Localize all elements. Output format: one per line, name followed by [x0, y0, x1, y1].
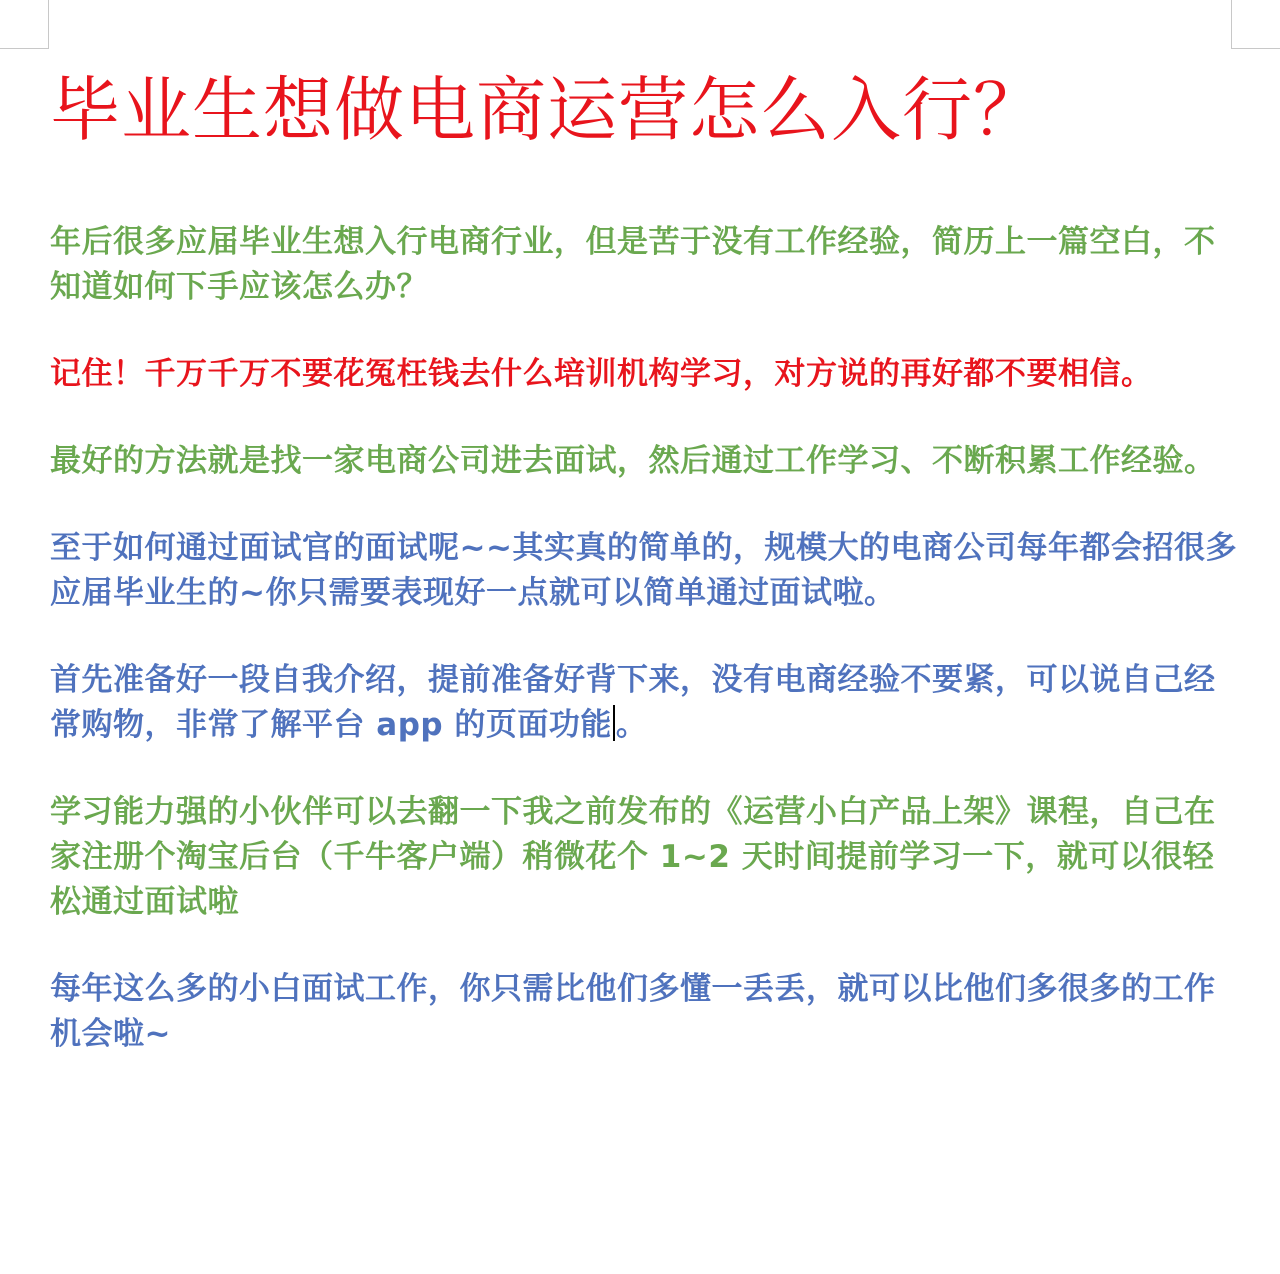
page-corner-mark-top-right: [1231, 0, 1280, 49]
paragraph-course[interactable]: 学习能力强的小伙伴可以去翻一下我之前发布的《运营小白产品上架》课程，自己在家注册个淘宝后台（千牛客户端）稍微花个 1~2 天时间提前学习一下，就可以很轻松通过面试啦: [50, 794, 1216, 920]
paragraph-self-intro-end: 。: [615, 707, 648, 743]
paragraph-warning[interactable]: 记住！千万千万不要花冤枉钱去什么培训机构学习，对方说的再好都不要相信。: [50, 356, 1153, 392]
paragraph-conclusion[interactable]: 每年这么多的小白面试工作，你只需比他们多懂一丢丢，就可以比他们多很多的工作机会啦~: [50, 971, 1216, 1052]
page-corner-mark-top-left: [0, 0, 49, 49]
paragraph-self-intro[interactable]: [50, 658, 1242, 748]
document-page[interactable]: [50, 60, 1242, 1099]
text-cursor: [613, 705, 615, 741]
paragraph-intro[interactable]: 年后很多应届毕业生想入行电商行业，但是苦于没有工作经验，简历上一篇空白，不知道如何下手应该怎么办？: [50, 224, 1216, 305]
paragraph-interview[interactable]: 至于如何通过面试官的面试呢~~其实真的简单的，规模大的电商公司每年都会招很多应届毕业生的~你只需要表现好一点就可以简单通过面试啦。: [50, 530, 1237, 611]
paragraph-best-method[interactable]: 最好的方法就是找一家电商公司进去面试，然后通过工作学习、不断积累工作经验。: [50, 443, 1216, 479]
document-title[interactable]: 毕业生想做电商运营怎么入行？: [50, 69, 1044, 151]
paragraph-self-intro-text: 首先准备好一段自我介绍，提前准备好背下来，没有电商经验不要紧，可以说自己经常购物，非常了解平台 app 的页面功能: [50, 662, 1216, 743]
